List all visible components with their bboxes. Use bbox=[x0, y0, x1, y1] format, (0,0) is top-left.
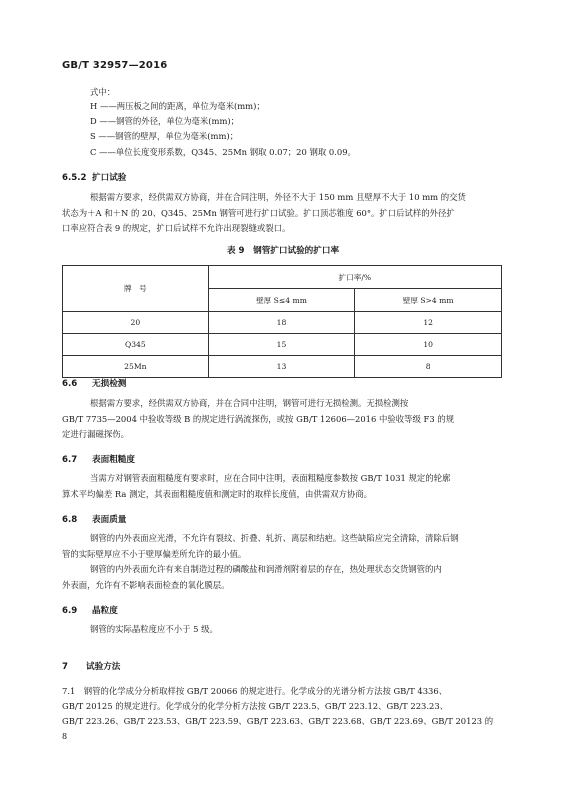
section-number: 6.5.2 bbox=[62, 173, 87, 183]
section-title: 表面粗糙度 bbox=[92, 455, 135, 465]
section-heading-68 bbox=[62, 513, 126, 525]
paragraph-line: 管的实际壁厚应不小于壁厚偏差所允许的最小值。 bbox=[62, 549, 247, 559]
section-title: 晶粒度 bbox=[92, 606, 118, 616]
section-number: 6.7 bbox=[62, 455, 78, 465]
paragraph-line: 状态为＋A 和＋N 的 20、Q345、25Mn 钢管可进行扩口试验。扩口顶芯锥度 60°。扩口后试样的外径扩 bbox=[62, 208, 455, 218]
section-number: 6.6 bbox=[62, 379, 78, 389]
cell-thin: 18 bbox=[208, 312, 355, 334]
section-heading-67 bbox=[62, 453, 135, 465]
section-heading-7 bbox=[62, 660, 120, 672]
section-heading-652 bbox=[62, 171, 126, 183]
column-header-thin-wall: 壁厚 S≤4 mm bbox=[208, 289, 355, 312]
cell-grade: Q345 bbox=[63, 334, 209, 356]
cell-grade: 20 bbox=[63, 312, 209, 334]
cell-thin: 15 bbox=[208, 334, 355, 356]
page-number: 8 bbox=[62, 732, 68, 741]
column-header-expansion-rate: 扩口率/% bbox=[208, 266, 501, 289]
cell-thick: 12 bbox=[355, 312, 502, 334]
paragraph-line: 外表面，允许有不影响表面检查的氧化膜层。 bbox=[62, 580, 230, 590]
section-title: 试验方法 bbox=[86, 662, 121, 672]
paragraph-line: 口率应符合表 9 的规定，扩口后试样不允许出现裂缝或裂口。 bbox=[62, 223, 291, 233]
paragraph-line: 7.1 钢管的化学成分分析取样按 GB/T 20066 的规定进行。化学成分的光谱分析方法按 GB/T 4336、 bbox=[62, 686, 448, 696]
paragraph-line: 钢管的内外表面允许有来自制造过程的磷酸盐和润滑剂附着层的存在，热处理状态交货钢管的内 bbox=[90, 564, 442, 574]
expansion-rate-table bbox=[62, 265, 502, 378]
cell-thick: 10 bbox=[355, 334, 502, 356]
section-heading-66 bbox=[62, 377, 126, 389]
paragraph-line: 根据需方要求，经供需双方协商，并在合同注明，外径不大于 150 mm 且壁厚不大于 10 mm 的交货 bbox=[90, 192, 466, 202]
section-title: 无损检测 bbox=[92, 379, 127, 389]
formula-intro: 式中： bbox=[90, 87, 116, 97]
paragraph-line: 钢管的内外表面应光滑，不允许有裂纹、折叠、轧折、离层和结疤。这些缺陷应完全清除，清除后钢 bbox=[90, 533, 459, 543]
section-heading-69 bbox=[62, 604, 118, 616]
paragraph-line: 定进行漏磁探伤。 bbox=[62, 429, 129, 439]
section-number: 6.9 bbox=[62, 606, 78, 616]
paragraph-line: GB/T 223.26、GB/T 223.53、GB/T 223.59、GB/T 223.63、GB/T 223.68、GB/T 223.69、GB/T 20123 的 bbox=[62, 716, 494, 726]
column-header-grade: 牌 号 bbox=[63, 266, 209, 312]
cell-thin: 13 bbox=[208, 356, 355, 378]
paragraph-line: 当需方对钢管表面粗糙度有要求时，应在合同中注明，表面粗糙度参数按 GB/T 1031 规定的轮廓 bbox=[90, 473, 451, 483]
paragraph-line: GB/T 7735—2004 中验收等级 B 的规定进行涡流探伤，或按 GB/T 12606—2016 中验收等级 F3 的规 bbox=[62, 414, 455, 424]
section-title: 扩口试验 bbox=[92, 173, 127, 183]
paragraph-line: 根据需方要求，经供需双方协商，并在合同中注明，钢管可进行无损检测。无损检测按 bbox=[90, 398, 409, 408]
standard-number-header: GB/T 32957—2016 bbox=[62, 60, 168, 71]
column-header-thick-wall: 壁厚 S>4 mm bbox=[355, 289, 502, 312]
table-row bbox=[63, 334, 502, 356]
def-d: D ——钢管的外径，单位为毫米(mm)； bbox=[90, 116, 240, 126]
paragraph-line: 算术平均偏差 Ra 测定，其表面粗糙度值和测定时的取样长度值，由供需双方协商。 bbox=[62, 489, 372, 499]
def-h: H ——两压板之间的距离，单位为毫米(mm)； bbox=[90, 101, 265, 111]
table-row bbox=[63, 356, 502, 378]
paragraph-line: 钢管的实际晶粒度应不小于 5 级。 bbox=[90, 624, 218, 634]
table-title: 表 9 钢管扩口试验的扩口率 bbox=[226, 246, 340, 256]
section-number: 7 bbox=[62, 662, 68, 672]
paragraph-line: GB/T 20125 的规定进行。化学成分的化学分析方法按 GB/T 223.5、GB/T 223.12、GB/T 223.23、 bbox=[62, 701, 449, 711]
def-s: S ——钢管的壁厚，单位为毫米(mm)； bbox=[90, 131, 239, 141]
cell-thick: 8 bbox=[355, 356, 502, 378]
section-title: 表面质量 bbox=[92, 515, 127, 525]
table-row bbox=[63, 312, 502, 334]
cell-grade: 25Mn bbox=[63, 356, 209, 378]
def-c: C ——单位长度变形系数，Q345、25Mn 钢取 0.07；20 钢取 0.09。 bbox=[90, 147, 356, 157]
section-number: 6.8 bbox=[62, 515, 78, 525]
